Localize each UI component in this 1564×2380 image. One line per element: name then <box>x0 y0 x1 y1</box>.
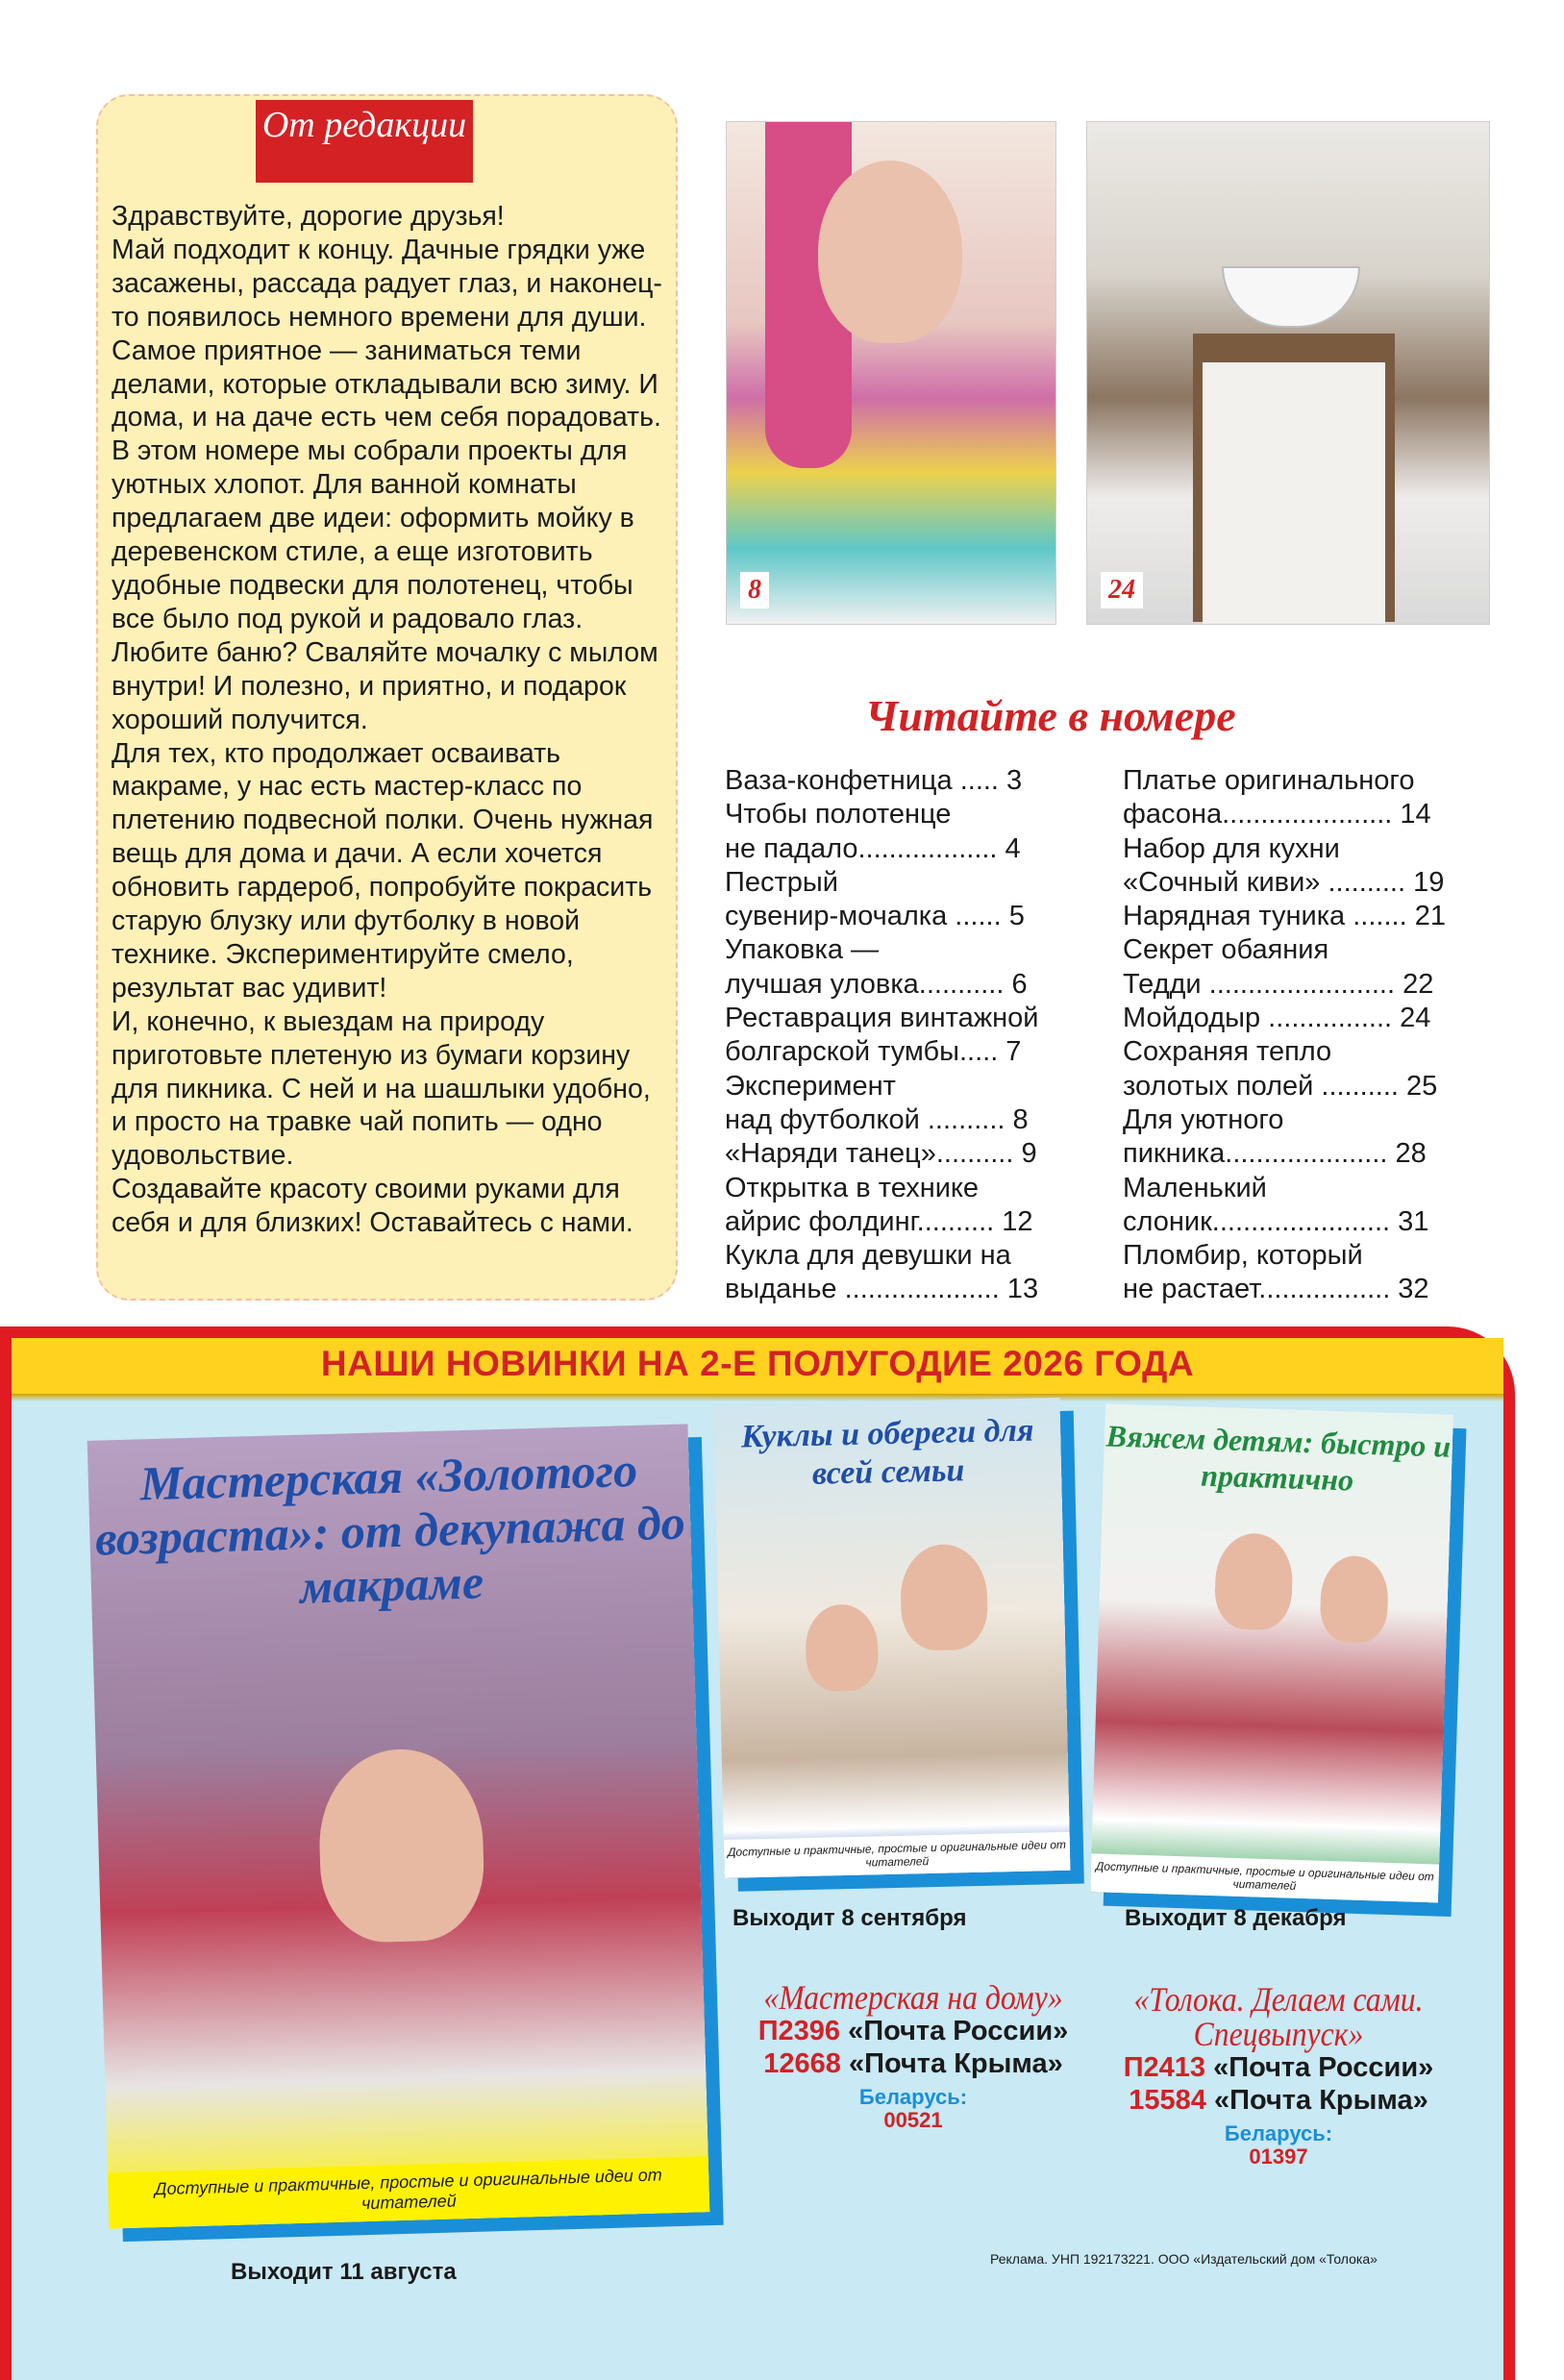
editorial-tab <box>256 100 473 183</box>
contents-item-line: Сохраняя тепло <box>1123 1036 1332 1068</box>
cover-portrait-shape <box>900 1544 988 1651</box>
contents-item <box>1123 1035 1483 1103</box>
contents-item-line: сувенир-мочалка ...... 5 <box>725 901 1025 932</box>
contents-item <box>1123 900 1483 933</box>
post-name: «Почта России» <box>1213 2052 1434 2083</box>
contents-item-line: не падало.................. 4 <box>725 832 1021 864</box>
contents-item-line: Ваза-конфетница ..... 3 <box>725 765 1023 796</box>
photo-page-number: 8 <box>740 572 769 608</box>
contents-item <box>725 1002 1085 1070</box>
editorial-tab-label: От редакции <box>261 105 467 145</box>
cover-strapline: Доступные и практичные, простые и оригинальные идеи от читателей <box>724 1832 1071 1878</box>
cover-dolls <box>713 1398 1070 1878</box>
contents-item-line: Чтобы полотенце <box>725 799 952 831</box>
subscription-code: 12668 <box>763 2048 841 2079</box>
contents-title: Читайте в номере <box>865 691 1236 740</box>
magazine-name: «Толока. Делаем сами. Спецвыпуск» <box>1133 1980 1424 2053</box>
subscription-line <box>731 2015 1096 2047</box>
cover-title: Куклы и обереги для всей семьи <box>740 1412 1034 1492</box>
contents-item-line: золотых полей .......... 25 <box>1123 1070 1438 1102</box>
cover-portrait-shape <box>1214 1532 1294 1630</box>
contents-item-line: айрис фолдинг.......... 12 <box>725 1205 1033 1237</box>
contents-item-line: Открытка в технике <box>725 1172 980 1203</box>
subscription-code: 15584 <box>1129 2085 1206 2116</box>
post-name: «Почта России» <box>848 2016 1069 2046</box>
subscription-line <box>1096 2084 1461 2117</box>
contents-item <box>1123 1239 1483 1307</box>
contents-item <box>1123 1172 1483 1240</box>
subscription-line <box>731 2047 1096 2080</box>
advertising-note: Реклама. УНП 192173221. ООО «Издательский дом «Толока» <box>990 2251 1378 2267</box>
cover-title: Вяжем детям: быстро и практично <box>1105 1418 1452 1498</box>
cover-portrait-shape <box>317 1748 486 1945</box>
cover-portrait-shape <box>805 1603 879 1692</box>
contents-item-line: Тедди ........................ 22 <box>1123 968 1434 1000</box>
belarus-code <box>731 2086 1096 2132</box>
cover-golden-age <box>87 1424 710 2228</box>
cover-strapline: Доступные и практичные, простые и оригинальные идеи от читателей <box>108 2156 709 2228</box>
contents-column-left <box>725 764 1085 1307</box>
belarus-number: 01397 <box>1249 2144 1308 2169</box>
cover-knitting <box>1090 1403 1453 1902</box>
editorial-paragraph: Май подходит к концу. Дачные грядки уже засажены, рассада радует глаз, и наконец-то появилось немного времени для души. Самое приятное — заниматься теми делами, которые откладывали всю зиму. И дома, и на даче есть чем себя порадовать. <box>112 234 662 434</box>
contents-item-line: фасона...................... 14 <box>1123 799 1431 831</box>
contents-item-line: Пестрый <box>725 866 838 898</box>
subscription-line <box>1096 2051 1461 2084</box>
contents-item <box>1123 1002 1483 1035</box>
release-date: Выходит 8 декабря <box>1125 1905 1347 1931</box>
promo-title: НАШИ НОВИНКИ НА 2-Е ПОЛУГОДИЕ 2026 ГОДА <box>320 1344 1195 1383</box>
photo-face-shape <box>818 161 962 343</box>
contents-item <box>1123 764 1483 832</box>
contents-item <box>725 866 1085 934</box>
contents-item-line: лучшая уловка........... 6 <box>725 968 1028 1000</box>
contents-item-line: над футболкой .......... 8 <box>725 1103 1029 1135</box>
contents-item <box>725 1070 1085 1138</box>
contents-item-line: пикника..................... 28 <box>1123 1138 1427 1170</box>
photo-tshirt <box>726 121 1056 625</box>
editorial-text <box>112 200 663 1240</box>
contents-item-line: слоник....................... 31 <box>1123 1205 1429 1237</box>
cover-portrait-shape <box>1319 1555 1389 1644</box>
contents-item-line: Нарядная туника ....... 21 <box>1123 901 1446 932</box>
contents-item-line: выданье .................... 13 <box>725 1274 1039 1305</box>
release-date: Выходит 11 августа <box>231 2259 457 2285</box>
contents-item-line: Эксперимент <box>725 1070 896 1102</box>
contents-item-line: Набор для кухни <box>1123 832 1340 864</box>
contents-item-line: Секрет обаяния <box>1123 934 1329 966</box>
editorial-paragraph: Любите баню? Сваляйте мочалку с мылом внутри! И полезно, и приятно, и подарок хороший получится. <box>112 636 658 735</box>
contents-item <box>725 798 1085 866</box>
contents-item-line: Пломбир, который <box>1123 1240 1363 1272</box>
contents-item-line: Мойдодыр ................ 24 <box>1123 1003 1431 1034</box>
contents-item <box>725 933 1085 1002</box>
release-date: Выходит 8 сентября <box>732 1905 967 1931</box>
contents-item <box>1123 933 1483 1002</box>
cover-title: Мастерская «Золотого возраста»: от декупажа до макраме <box>94 1442 686 1614</box>
belarus-label: Беларусь: <box>858 2085 968 2109</box>
photo-page-number: 24 <box>1101 572 1143 608</box>
contents-item <box>1123 1103 1483 1172</box>
subscription-code: П2396 <box>757 2016 841 2046</box>
post-name: «Почта Крыма» <box>1214 2085 1428 2116</box>
contents-item-line: «Наряди танец».......... 9 <box>725 1138 1037 1170</box>
contents-item <box>1123 832 1483 901</box>
contents-item <box>725 1172 1085 1240</box>
belarus-number: 00521 <box>883 2108 943 2132</box>
post-name: «Почта Крыма» <box>849 2048 1063 2079</box>
contents-column-right <box>1123 764 1483 1307</box>
contents-item <box>725 1137 1085 1171</box>
subscription-toloka <box>1096 1982 1461 2169</box>
photo-bathroom-sink <box>1086 121 1490 625</box>
magazine-name: «Мастерская на дому» <box>763 1978 1063 2017</box>
editorial-paragraph: Здравствуйте, дорогие друзья! <box>112 201 505 232</box>
contents-item-line: Кукла для девушки на <box>725 1240 1011 1272</box>
contents-item-line: болгарской тумбы..... 7 <box>725 1036 1022 1068</box>
photo-sink-shape <box>1222 266 1360 328</box>
contents-item <box>725 764 1085 798</box>
contents-item-line: «Сочный киви» .......... 19 <box>1123 866 1445 898</box>
subscription-masterskaya <box>731 1980 1096 2132</box>
belarus-label: Беларусь: <box>1224 2121 1333 2145</box>
subscription-code: П2413 <box>1123 2052 1206 2083</box>
contents-item-line: Для уютного <box>1123 1103 1284 1135</box>
contents-item-line: Реставрация винтажной <box>725 1003 1039 1034</box>
contents-item-line: Платье оригинального <box>1123 765 1415 796</box>
contents-item <box>725 1239 1085 1307</box>
photo-curtain-shape <box>1203 362 1385 624</box>
contents-item-line: Маленький <box>1123 1172 1267 1203</box>
editorial-paragraph: И, конечно, к выездам на природу приготовьте плетеную из бумаги корзину для пикника. С ней и на шашлыки удобно, и просто на травке чай попить — одно удовольствие. <box>112 1005 651 1172</box>
cover-strapline: Доступные и практичные, простые и оригинальные идеи от читателей <box>1090 1853 1439 1902</box>
contents-item-line: не растает................. 32 <box>1123 1274 1429 1305</box>
editorial-paragraph: В этом номере мы собрали проекты для уютных хлопот. Для ванной комнаты предлагаем две идеи: оформить мойку в деревенском стиле, а еще изготовить удобные подвески для полотенец, чтобы все было под рукой и радовало глаз. <box>112 435 634 634</box>
belarus-code <box>1096 2122 1461 2169</box>
editorial-paragraph: Для тех, кто продолжает осваивать макраме, у нас есть мастер-класс по плетению подвесной полки. Очень нужная вещь для дома и дачи. А если хочется обновить гардероб, попробуйте покрасить старую блузку или футболку в новой технике. Экспериментируйте смело, результат вас удивит! <box>112 737 654 1004</box>
editorial-paragraph: Создавайте красоту своими руками для себя и для близких! Оставайтесь с нами. <box>112 1174 633 1239</box>
contents-item-line: Упаковка — <box>725 934 880 966</box>
